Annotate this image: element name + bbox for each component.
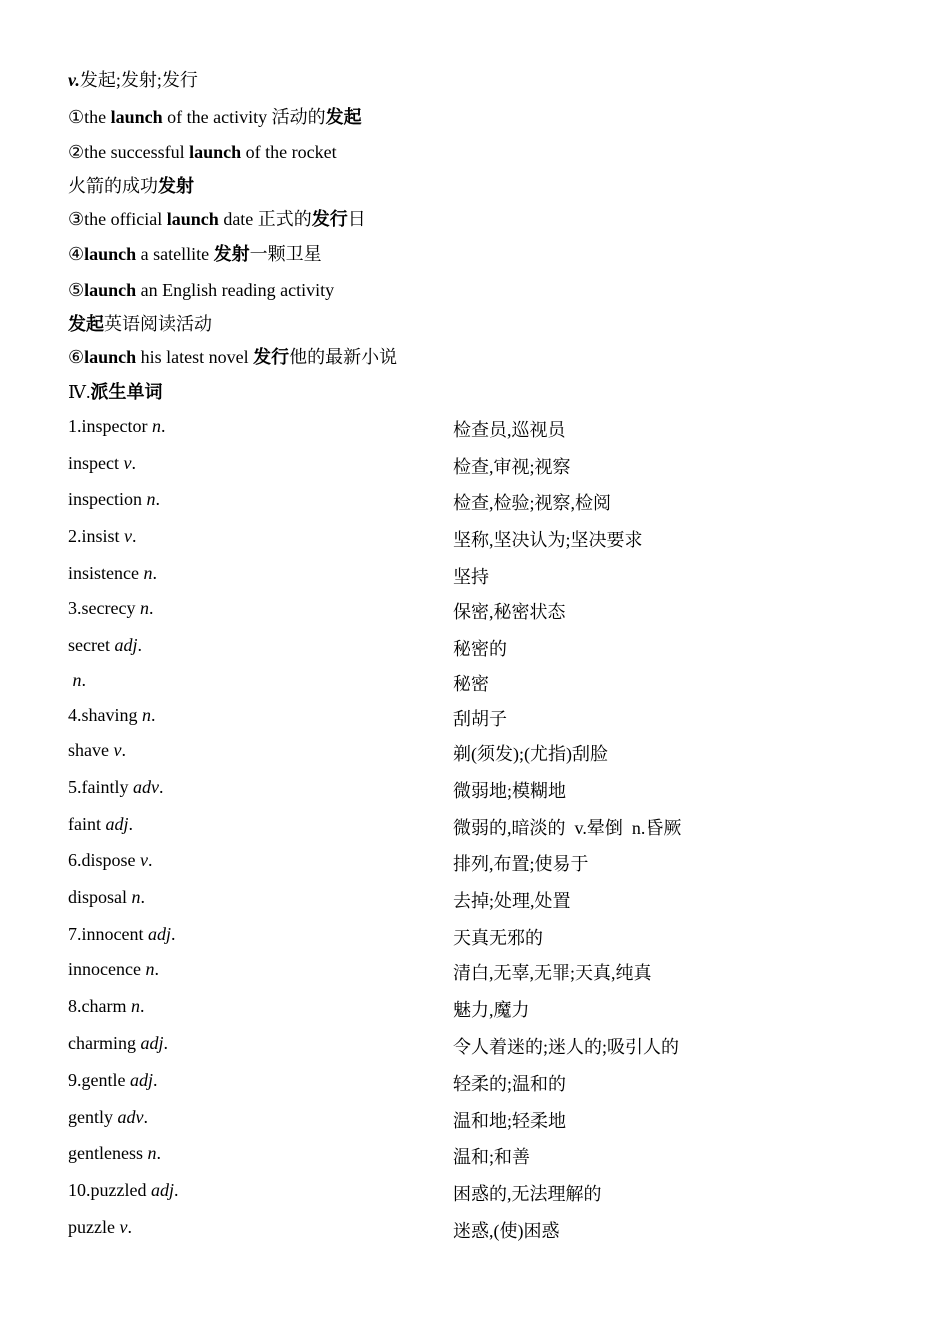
word-text: 9.gentle — [68, 1070, 130, 1090]
word-period: . — [127, 1217, 132, 1237]
example-number: ⑤ — [68, 280, 85, 300]
keyword: launch — [84, 244, 137, 264]
vocab-meaning: 微弱的,暗淡的 v.晕倒 n.昏厥 — [453, 818, 682, 838]
word-period: . — [153, 1070, 158, 1090]
word-part-of-speech: n — [147, 1143, 157, 1163]
vocab-word — [68, 1033, 168, 1054]
word-part-of-speech: adv — [133, 777, 159, 797]
keyword: launch — [189, 142, 242, 162]
vocab-meaning: 保密,秘密状态 — [453, 602, 566, 622]
vocab-row — [0, 740, 950, 764]
word-part-of-speech: v — [140, 850, 148, 870]
definition-line — [68, 69, 198, 91]
word-part-of-speech: v — [123, 453, 132, 473]
vocab-word — [68, 705, 156, 726]
example-text: 英语阅读活动 — [104, 314, 212, 334]
vocab-word — [68, 924, 176, 945]
example-5 — [68, 279, 334, 301]
word-text: 1.inspector — [68, 416, 152, 436]
word-part-of-speech: adj — [105, 814, 129, 834]
word-text: 7.innocent — [68, 924, 148, 944]
vocab-meaning: 坚持 — [453, 567, 489, 587]
word-part-of-speech: adv — [117, 1107, 144, 1127]
word-part-of-speech: n — [143, 563, 153, 583]
vocab-meaning: 秘密的 — [453, 639, 507, 659]
word-period: . — [143, 1107, 148, 1127]
word-period: . — [132, 526, 137, 546]
vocab-row — [0, 959, 950, 983]
word-text: gently — [68, 1107, 118, 1127]
definition-text: 发起;发射;发行 — [79, 70, 198, 90]
vocab-word — [68, 670, 86, 691]
vocab-row — [0, 453, 950, 477]
word-part-of-speech: adj — [140, 1033, 164, 1053]
word-text: 8.charm — [68, 996, 131, 1016]
word-period: . — [173, 1180, 179, 1200]
example-1 — [68, 106, 362, 128]
vocab-row — [0, 924, 950, 948]
word-period: . — [155, 489, 160, 509]
word-text: disposal — [68, 887, 132, 907]
keyword: launch — [84, 280, 137, 300]
keyword-translation: 发起 — [68, 314, 104, 334]
vocab-word — [68, 740, 126, 761]
word-period: . — [154, 959, 159, 979]
vocab-meaning: 魅力,魔力 — [453, 1000, 530, 1020]
vocab-meaning: 天真无邪的 — [453, 928, 543, 948]
word-period: . — [152, 563, 157, 583]
example-3 — [68, 208, 366, 230]
word-part-of-speech: n — [145, 959, 155, 979]
example-text: the successful — [84, 142, 190, 162]
example-6 — [68, 346, 397, 368]
word-part-of-speech: v — [113, 740, 122, 760]
word-text: 3.secrecy — [68, 598, 140, 618]
vocab-word — [68, 996, 144, 1017]
vocab-word — [68, 814, 133, 835]
vocab-word — [68, 1217, 132, 1238]
vocab-row — [0, 1070, 950, 1094]
example-5-translation — [68, 313, 212, 335]
vocab-word — [68, 489, 160, 510]
vocab-meaning: 坚称,坚决认为;坚决要求 — [453, 530, 643, 550]
vocab-word — [68, 1180, 178, 1201]
word-period: . — [139, 996, 145, 1016]
word-period: . — [137, 635, 142, 655]
vocab-meaning: 迷惑,(使)困惑 — [453, 1221, 560, 1241]
example-2 — [68, 141, 337, 163]
example-text: his latest novel — [136, 347, 254, 367]
vocab-row — [0, 489, 950, 513]
section-title: 派生单词 — [90, 382, 163, 402]
vocab-word — [68, 635, 142, 656]
vocab-row — [0, 1033, 950, 1057]
example-number: ② — [68, 142, 85, 162]
word-part-of-speech: n — [139, 598, 149, 618]
vocab-row — [0, 887, 950, 911]
keyword: launch — [84, 347, 137, 367]
part-of-speech: v. — [68, 70, 80, 90]
keyword-translation: 发行 — [311, 209, 348, 229]
vocab-row — [0, 777, 950, 801]
example-2-translation — [68, 175, 194, 197]
example-text: 日 — [347, 209, 366, 229]
keyword-translation: 发起 — [325, 107, 362, 127]
vocab-meaning: 剃(须发);(尤指)刮脸 — [453, 744, 608, 764]
word-text: inspect — [68, 453, 124, 473]
vocab-row — [0, 705, 950, 729]
word-text: insistence — [68, 563, 144, 583]
word-part-of-speech: n — [146, 489, 156, 509]
vocab-meaning: 排列,布置;使易于 — [453, 854, 589, 874]
word-part-of-speech: n — [131, 887, 141, 907]
word-period: . — [171, 924, 176, 944]
vocab-meaning: 温和;和善 — [453, 1147, 531, 1167]
word-text: shave — [68, 740, 114, 760]
word-period: . — [140, 887, 146, 907]
word-period: . — [81, 670, 86, 690]
vocab-meaning: 秘密 — [453, 674, 489, 694]
example-text: an English reading activity — [136, 280, 335, 300]
example-text: of the activity 活动的 — [162, 107, 326, 127]
word-text: 6.dispose — [68, 850, 140, 870]
word-part-of-speech: adj — [147, 924, 171, 944]
vocab-meaning: 检查,检验;视察,检阅 — [453, 493, 612, 513]
example-text: 他的最新小说 — [289, 347, 398, 367]
vocab-word — [68, 1107, 148, 1128]
word-text: puzzle — [68, 1217, 120, 1237]
vocab-word — [68, 850, 153, 871]
example-number: ① — [68, 107, 85, 127]
example-number: ⑥ — [68, 347, 85, 367]
vocab-meaning: 轻柔的;温和的 — [453, 1074, 567, 1094]
vocab-meaning: 刮胡子 — [453, 709, 507, 729]
word-text: faint — [68, 814, 106, 834]
example-text: 火箭的成功 — [68, 176, 158, 196]
word-period: . — [128, 814, 134, 834]
word-text: secret — [68, 635, 115, 655]
vocab-meaning: 困惑的,无法理解的 — [453, 1184, 602, 1204]
vocab-row — [0, 635, 950, 659]
vocab-meaning: 清白,无辜,无罪;天真,纯真 — [453, 963, 652, 983]
vocab-row — [0, 416, 950, 440]
vocab-word — [68, 563, 157, 584]
vocab-row — [0, 1180, 950, 1204]
word-period: . — [163, 1033, 168, 1053]
example-text: the — [84, 107, 111, 127]
vocab-word — [68, 777, 164, 798]
example-text: date 正式的 — [218, 209, 312, 229]
vocab-word — [68, 887, 145, 908]
example-text: the official — [84, 209, 167, 229]
keyword-translation: 发行 — [253, 347, 290, 367]
vocab-row — [0, 814, 950, 838]
word-text: inspection — [68, 489, 147, 509]
keyword: launch — [166, 209, 219, 229]
word-part-of-speech: adj — [150, 1180, 174, 1200]
vocab-word — [68, 1070, 158, 1091]
vocab-row — [0, 1217, 950, 1241]
vocab-meaning: 检查员,巡视员 — [453, 420, 566, 440]
vocab-word — [68, 453, 136, 474]
word-text: 4.shaving — [68, 705, 142, 725]
keyword-translation: 发射 — [158, 176, 194, 196]
word-text: innocence — [68, 959, 146, 979]
word-part-of-speech: n — [72, 670, 82, 690]
word-part-of-speech: n — [130, 996, 140, 1016]
example-4 — [68, 243, 322, 265]
vocab-word — [68, 526, 137, 547]
vocab-meaning: 微弱地;模糊地 — [453, 781, 567, 801]
vocab-word — [68, 416, 165, 437]
word-part-of-speech: adj — [114, 635, 138, 655]
word-period: . — [148, 598, 154, 618]
word-part-of-speech: n — [151, 416, 161, 436]
vocab-word — [68, 1143, 161, 1164]
vocab-row — [0, 996, 950, 1020]
example-text: 一颗卫星 — [249, 244, 322, 264]
word-part-of-speech: n — [142, 705, 151, 725]
vocab-row — [0, 563, 950, 587]
word-part-of-speech: v — [124, 526, 133, 546]
vocab-word — [68, 959, 159, 980]
example-text: of the rocket — [241, 142, 337, 162]
word-period: . — [156, 1143, 161, 1163]
word-period: . — [151, 705, 156, 725]
vocab-row — [0, 526, 950, 550]
example-number: ③ — [68, 209, 85, 229]
vocab-meaning: 检查,审视;视察 — [453, 457, 571, 477]
word-text: gentleness — [68, 1143, 148, 1163]
word-text: charming — [68, 1033, 141, 1053]
section-numeral: Ⅳ. — [68, 382, 91, 402]
vocab-row — [0, 850, 950, 874]
word-period: . — [121, 740, 126, 760]
vocab-row — [0, 598, 950, 622]
example-number: ④ — [68, 244, 85, 264]
vocab-meaning: 去掉;处理,处置 — [453, 891, 571, 911]
vocab-meaning: 温和地;轻柔地 — [453, 1111, 567, 1131]
word-part-of-speech: v — [119, 1217, 128, 1237]
word-period: . — [160, 416, 166, 436]
vocab-word — [68, 598, 153, 619]
word-period: . — [131, 453, 136, 473]
keyword: launch — [110, 107, 163, 127]
word-period: . — [148, 850, 153, 870]
vocab-meaning: 令人着迷的;迷人的;吸引人的 — [453, 1037, 680, 1057]
vocab-row — [0, 1107, 950, 1131]
example-text: a satellite — [136, 244, 214, 264]
word-period: . — [159, 777, 164, 797]
vocab-row — [0, 1143, 950, 1167]
word-text: 10.puzzled — [68, 1180, 151, 1200]
section-heading — [68, 381, 162, 403]
word-text: 5.faintly — [68, 777, 133, 797]
keyword-translation: 发射 — [213, 244, 250, 264]
word-text: 2.insist — [68, 526, 125, 546]
vocab-row — [0, 670, 950, 694]
word-part-of-speech: adj — [129, 1070, 153, 1090]
